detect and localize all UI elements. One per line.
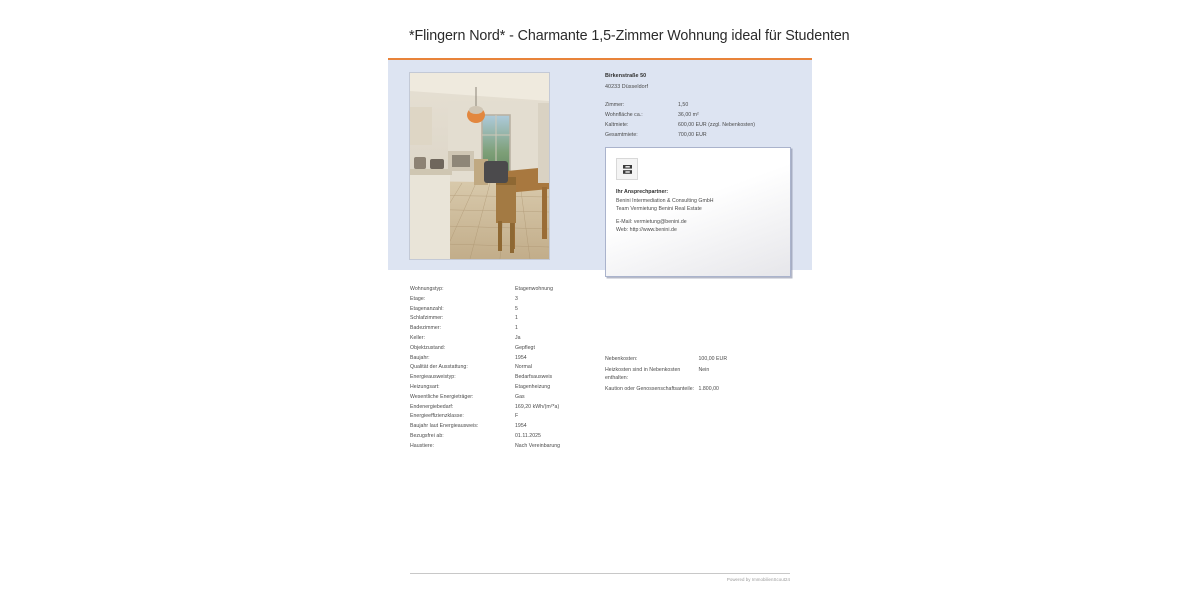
table-row xyxy=(410,394,585,404)
key-fact-label: Zimmer: xyxy=(605,101,625,108)
footer-powered-by: Powered by ImmobilienScout24 xyxy=(726,577,790,582)
page-title: *Flingern Nord* - Charmante 1,5-Zimmer Wohnung ideal für Studenten xyxy=(409,28,850,44)
detail-label: Etagenanzahl: xyxy=(410,305,444,312)
contact-web[interactable]: Web: http://www.benini.de xyxy=(616,227,677,234)
detail-label: Etage: xyxy=(410,295,426,302)
detail-value: 1954 xyxy=(515,354,527,361)
detail-label: Bezugsfrei ab: xyxy=(410,432,444,439)
cost-details-table xyxy=(605,356,795,397)
table-row xyxy=(410,315,585,325)
contact-company: Benini Intermediation & Consulting GmbH xyxy=(616,197,714,204)
detail-value: 169,20 kWh/(m²*a) xyxy=(515,403,560,410)
detail-label: Energieausweistyp: xyxy=(410,374,456,381)
detail-label: Schlafzimmer: xyxy=(410,315,444,322)
key-fact-label: Kaltmiete: xyxy=(605,122,629,129)
detail-label: Wohnungstyp: xyxy=(410,286,444,292)
footer-divider xyxy=(410,573,790,574)
detail-label: Heizungsart: xyxy=(410,383,440,390)
detail-label: Endenergiebedarf: xyxy=(410,403,454,410)
detail-value: Etagenheizung xyxy=(515,383,551,390)
contact-heading: Ihr Ansprechpartner: xyxy=(616,189,669,195)
detail-value: Normal xyxy=(515,364,532,371)
detail-label: Haustiere: xyxy=(410,442,435,449)
detail-label: Baujahr: xyxy=(410,354,430,361)
contact-details xyxy=(616,188,784,235)
detail-value: 1954 xyxy=(515,423,527,430)
cost-label: Nebenkosten: xyxy=(605,356,638,362)
details-right-column xyxy=(605,356,795,397)
detail-value: 3 xyxy=(515,295,518,302)
table-row xyxy=(605,367,795,386)
key-facts-table xyxy=(605,102,795,143)
detail-value: 1 xyxy=(515,325,518,332)
table-row xyxy=(410,433,585,443)
detail-label: Qualität der Ausstattung: xyxy=(410,364,468,371)
table-row xyxy=(605,122,795,132)
detail-value: 01.11.2025 xyxy=(515,432,541,439)
detail-label: Wesentliche Energieträger: xyxy=(410,393,474,400)
table-row xyxy=(410,423,585,433)
detail-value: Etagenwohnung xyxy=(515,286,554,292)
detail-label: Objektzustand: xyxy=(410,344,446,351)
detail-value: Nach Vereinbarung xyxy=(515,442,561,449)
table-row xyxy=(605,356,795,367)
cost-value: 1.800,00 xyxy=(698,385,719,392)
table-row xyxy=(410,443,585,453)
detail-label: Keller: xyxy=(410,334,425,341)
table-row xyxy=(410,384,585,394)
key-fact-label: Gesamtmiete: xyxy=(605,132,638,139)
expose-page xyxy=(388,0,850,600)
key-fact-value: 600,00 EUR (zzgl. Nebenkosten) xyxy=(678,122,756,129)
table-row xyxy=(410,296,585,306)
details-left-column xyxy=(410,286,585,453)
cost-value: 100,00 EUR xyxy=(698,356,728,362)
contact-email[interactable]: E-Mail: vermietung@benini.de xyxy=(616,218,687,225)
table-row xyxy=(605,386,795,397)
table-row xyxy=(605,112,795,122)
table-row xyxy=(410,364,585,374)
contact-team: Team Vermietung Benini Real Estate xyxy=(616,206,702,213)
benini-logo-glyph xyxy=(621,163,634,176)
property-details-table xyxy=(410,286,585,453)
detail-label: Energieeffizienzklasse: xyxy=(410,413,464,420)
address-street: Birkenstraße 50 xyxy=(605,73,647,79)
detail-value: Gepflegt xyxy=(515,344,535,351)
table-row xyxy=(410,325,585,335)
detail-value: Gas xyxy=(515,393,525,400)
cost-value: Nein xyxy=(698,367,710,374)
contact-card xyxy=(605,147,791,277)
table-row xyxy=(410,404,585,414)
key-fact-value: 1,50 xyxy=(678,101,689,108)
table-row xyxy=(410,413,585,423)
property-photo-illustration xyxy=(410,73,549,259)
key-fact-label: Wohnfläche ca.: xyxy=(605,111,643,118)
cost-label: Heizkosten sind in Nebenkosten enthalten: xyxy=(605,367,681,381)
key-fact-value: 36,00 m² xyxy=(678,111,699,118)
table-row xyxy=(410,335,585,345)
table-row xyxy=(605,132,795,142)
detail-label: Baujahr laut Energieausweis: xyxy=(410,423,479,430)
detail-value: 5 xyxy=(515,305,518,312)
detail-value: F xyxy=(515,413,519,420)
detail-value: 1 xyxy=(515,315,518,322)
detail-value: Ja xyxy=(515,334,521,341)
property-photo xyxy=(410,73,549,259)
address-city: 40233 Düsseldorf xyxy=(605,83,649,90)
table-row xyxy=(605,102,795,112)
table-row xyxy=(410,374,585,384)
detail-label: Badezimmer: xyxy=(410,325,441,332)
detail-value: Bedarfsausweis xyxy=(515,374,553,381)
table-row xyxy=(410,345,585,355)
table-row xyxy=(410,286,585,296)
cost-label: Kaution oder Genossenschaftsanteile: xyxy=(605,385,695,392)
table-row xyxy=(410,306,585,316)
key-fact-value: 700,00 EUR xyxy=(678,132,707,139)
table-row xyxy=(410,355,585,365)
benini-logo-icon xyxy=(616,158,638,180)
